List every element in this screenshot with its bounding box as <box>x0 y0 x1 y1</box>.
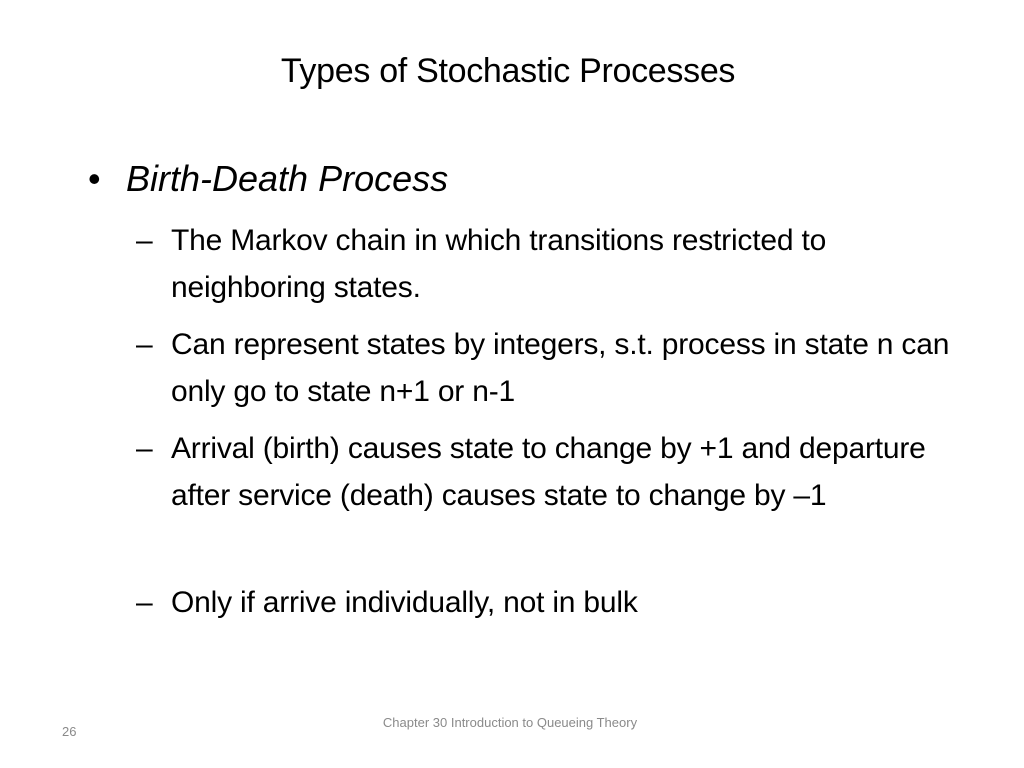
slide-number: 26 <box>62 724 77 739</box>
dash-icon: – <box>136 224 153 257</box>
sub-item-4 <box>136 579 956 626</box>
sub-item-text: The Markov chain in which transitions restricted to neighboring states. <box>171 224 827 304</box>
sub-item-2 <box>136 321 956 415</box>
dash-icon: – <box>136 432 153 465</box>
sub-item-3 <box>136 425 956 519</box>
sub-item-text: Only if arrive individually, not in bulk <box>171 586 638 619</box>
bullet-item <box>88 156 448 202</box>
sub-item-1 <box>136 217 956 311</box>
sub-item-text: Arrival (birth) causes state to change by +1 and departure after service (death) causes state to change by –1 <box>171 432 926 512</box>
dash-icon: – <box>136 328 153 361</box>
slide-title: Types of Stochastic Processes <box>280 52 736 90</box>
bullet-dot-icon: • <box>88 158 101 199</box>
footer-chapter-title: Chapter 30 Introduction to Queueing Theory <box>382 715 638 730</box>
bullet-text: Birth-Death Process <box>126 158 449 199</box>
sub-item-text: Can represent states by integers, s.t. process in state n can only go to state n+1 or n-1 <box>171 328 950 408</box>
dash-icon: – <box>136 586 153 619</box>
